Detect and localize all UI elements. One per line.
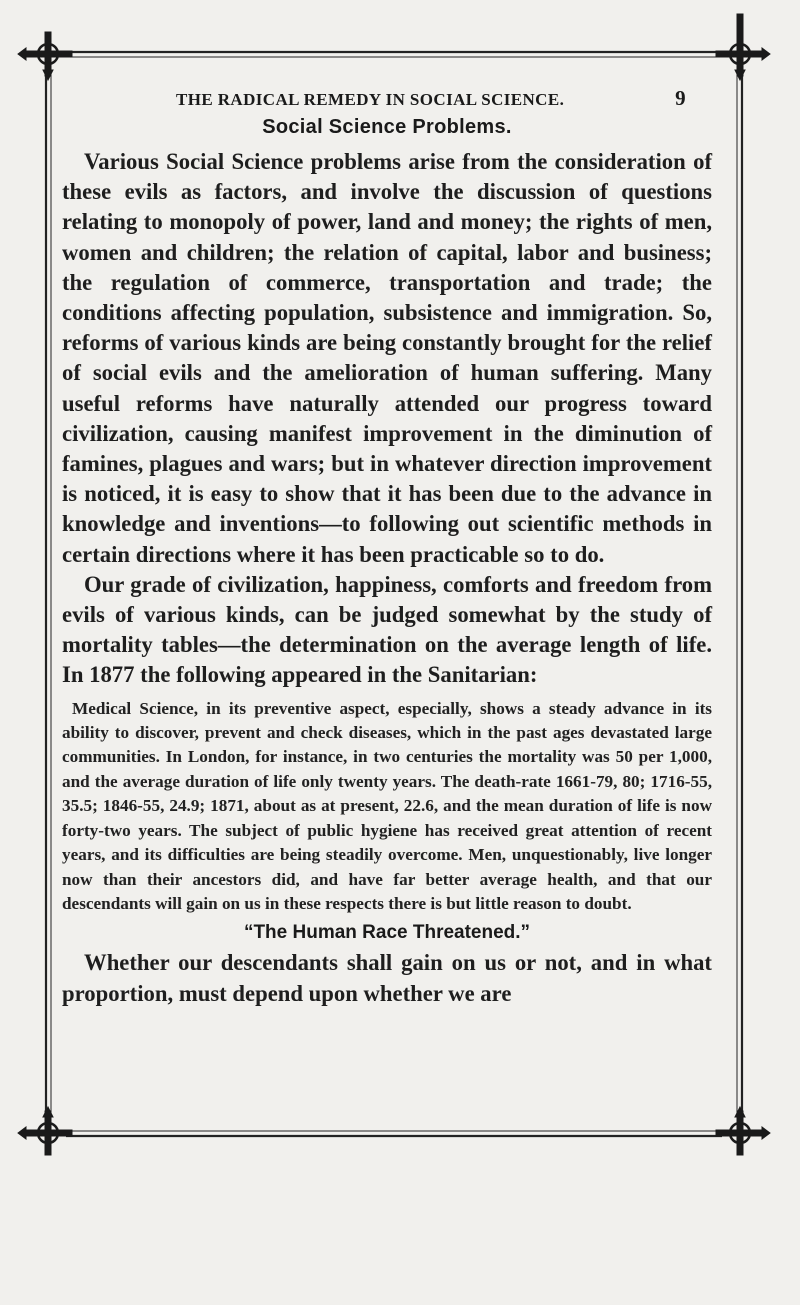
subheading: “The Human Race Threatened.” <box>243 922 531 944</box>
section-title: Social Science Problems. <box>262 116 512 138</box>
paragraph-2: Our grade of civilization, happiness, comforts and freedom from evils of various kinds, can be judged somewhat by the study of mortality tables—the determination on the average length of life. In 1877 the following appeared in the Sanitarian: <box>62 571 712 688</box>
page-content <box>62 116 712 1009</box>
paragraph-1: Various Social Science problems arise from the consideration of these evils as factors, and involve the discussion of questions relating to monopoly of power, land and money; the rights of men, women and children; the relation of capital, labor and business; the regulation of commerce, transportation and trade; the conditions affecting population, subsistence and immigration. So, reforms of various kinds are being constantly brought for the relief of social evils and the amelioration of human suffering. Many useful reforms have naturally attended our progress toward civilization, causing manifest improvement in the diminution of famines, plagues and wars; but in whatever direction improvement is noticed, it is easy to show that it has been due to the advance in knowledge and inventions—to following out scientific methods in certain directions where it has been practicable so to do. <box>62 149 712 567</box>
sanitarian-quote: Medical Science, in its preventive aspect, especially, shows a steady advance in its ability to discover, prevent and check diseases, which in the past ages devastated large communities. In London, for instance, in two centuries the mortality was 50 per 1,000, and the average duration of life only twenty years. The death-rate 1661-79, 80; 1716-55, 35.5; 1846-55, 24.9; 1871, about as at present, 22.6, and the mean duration of life is now forty-two years. The subject of public hygiene has received great attention of recent years, and its difficulties are being steadily overcome. Men, unquestionably, live longer now than their ancestors did, and have far better average health, and that our descendants will gain on us in these respects there is but little reason to doubt. <box>62 698 712 913</box>
running-title: THE RADICAL REMEDY IN SOCIAL SCIENCE. <box>176 90 565 109</box>
page-number: 9 <box>675 86 686 110</box>
running-header <box>176 86 686 111</box>
paragraph-3: Whether our descendants shall gain on us or not, and in what proportion, must depend upon whether we are <box>62 950 712 1006</box>
